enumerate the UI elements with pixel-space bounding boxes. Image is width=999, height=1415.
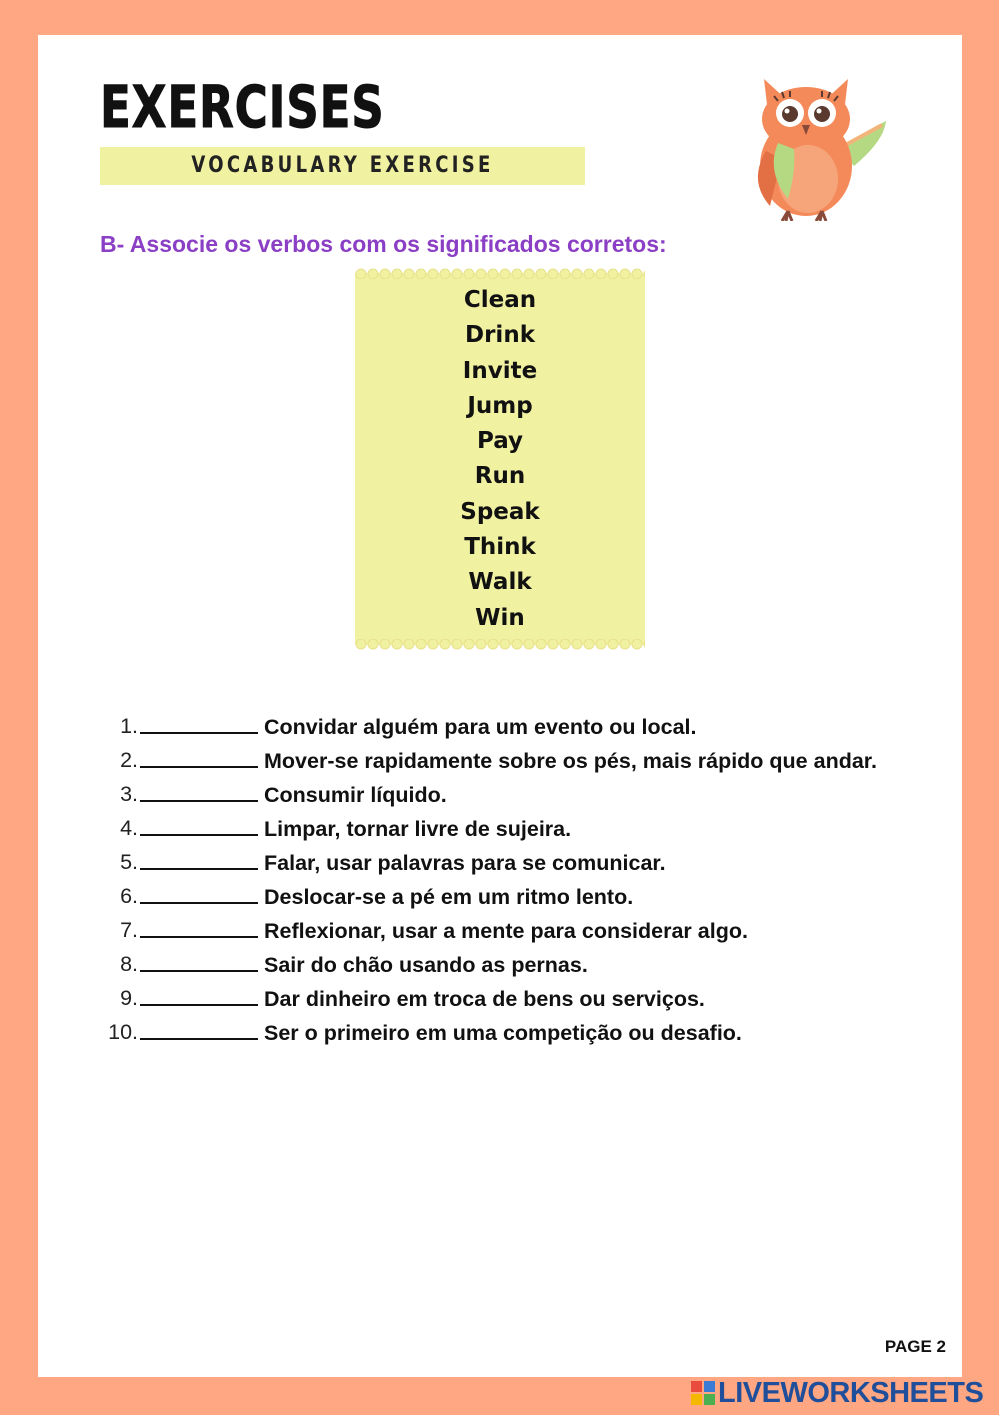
exercise-item bbox=[100, 880, 900, 914]
verb-item: Drink bbox=[465, 322, 535, 349]
answer-blank[interactable] bbox=[140, 880, 258, 904]
exercise-text: Mover-se rapidamente sobre os pés, mais rápido que andar. bbox=[264, 749, 877, 773]
exercise-item bbox=[100, 1016, 900, 1050]
owl-illustration bbox=[726, 71, 886, 221]
exercise-item bbox=[100, 982, 900, 1016]
answer-blank[interactable] bbox=[140, 744, 258, 768]
verb-item: Pay bbox=[476, 428, 524, 455]
exercise-number: 4. bbox=[120, 816, 138, 840]
exercise-text: Dar dinheiro em troca de bens ou serviços. bbox=[264, 987, 705, 1011]
exercise-item bbox=[100, 914, 900, 948]
answer-blank[interactable] bbox=[140, 948, 258, 972]
exercise-number: 2. bbox=[120, 748, 138, 772]
verb-item: Walk bbox=[468, 569, 532, 596]
worksheet-page bbox=[38, 35, 962, 1377]
answer-blank[interactable] bbox=[140, 914, 258, 938]
instruction-text: B- Associe os verbos com os significados corretos: bbox=[100, 231, 667, 257]
exercise-text: Limpar, tornar livre de sujeira. bbox=[264, 817, 572, 841]
page-number: PAGE 2 bbox=[884, 1337, 946, 1356]
verb-item: Run bbox=[474, 463, 526, 490]
verb-item: Win bbox=[475, 604, 525, 631]
scallop-border-bottom bbox=[355, 639, 645, 651]
subtitle-text: VOCABULARY EXERCISE bbox=[191, 153, 494, 178]
exercise-item bbox=[100, 846, 900, 880]
exercise-number: 8. bbox=[120, 952, 138, 976]
answer-blank[interactable] bbox=[140, 710, 258, 734]
exercise-text: Consumir líquido. bbox=[264, 783, 447, 807]
verb-item: Speak bbox=[460, 498, 540, 525]
verb-bank bbox=[355, 273, 645, 645]
exercise-text: Ser o primeiro em uma competição ou desafio. bbox=[264, 1021, 742, 1045]
exercise-number: 9. bbox=[120, 986, 138, 1010]
exercise-number: 6. bbox=[120, 884, 138, 908]
page-title: EXERCISES bbox=[100, 73, 385, 141]
exercise-text: Reflexionar, usar a mente para considerar algo. bbox=[264, 919, 748, 943]
exercise-item bbox=[100, 710, 900, 744]
exercise-item bbox=[100, 744, 900, 778]
exercise-number: 3. bbox=[120, 782, 138, 806]
exercise-list bbox=[100, 710, 900, 1050]
liveworksheets-logo-icon bbox=[690, 1380, 716, 1406]
exercise-item bbox=[100, 812, 900, 846]
answer-blank[interactable] bbox=[140, 982, 258, 1006]
exercise-number: 1. bbox=[120, 714, 138, 738]
verb-list bbox=[355, 273, 645, 636]
verb-item: Invite bbox=[462, 357, 538, 384]
answer-blank[interactable] bbox=[140, 778, 258, 802]
scallop-border-top bbox=[355, 267, 645, 279]
verb-item: Jump bbox=[467, 392, 533, 419]
answer-blank[interactable] bbox=[140, 1016, 258, 1040]
answer-blank[interactable] bbox=[140, 812, 258, 836]
exercise-number: 5. bbox=[120, 850, 138, 874]
verb-item: Think bbox=[464, 534, 536, 561]
answer-blank[interactable] bbox=[140, 846, 258, 870]
exercise-item bbox=[100, 778, 900, 812]
exercise-number: 10. bbox=[108, 1020, 138, 1044]
exercise-text: Deslocar-se a pé em um ritmo lento. bbox=[264, 885, 634, 909]
exercise-text: Sair do chão usando as pernas. bbox=[264, 953, 588, 977]
brand-name: LIVEWORKSHEETS bbox=[718, 1376, 984, 1409]
exercise-number: 7. bbox=[120, 918, 138, 942]
subtitle-banner bbox=[100, 147, 585, 185]
exercise-text: Convidar alguém para um evento ou local. bbox=[264, 715, 697, 739]
liveworksheets-logo[interactable] bbox=[690, 1378, 983, 1408]
exercise-item bbox=[100, 948, 900, 982]
exercise-text: Falar, usar palavras para se comunicar. bbox=[264, 851, 666, 875]
verb-item: Clean bbox=[463, 287, 537, 313]
